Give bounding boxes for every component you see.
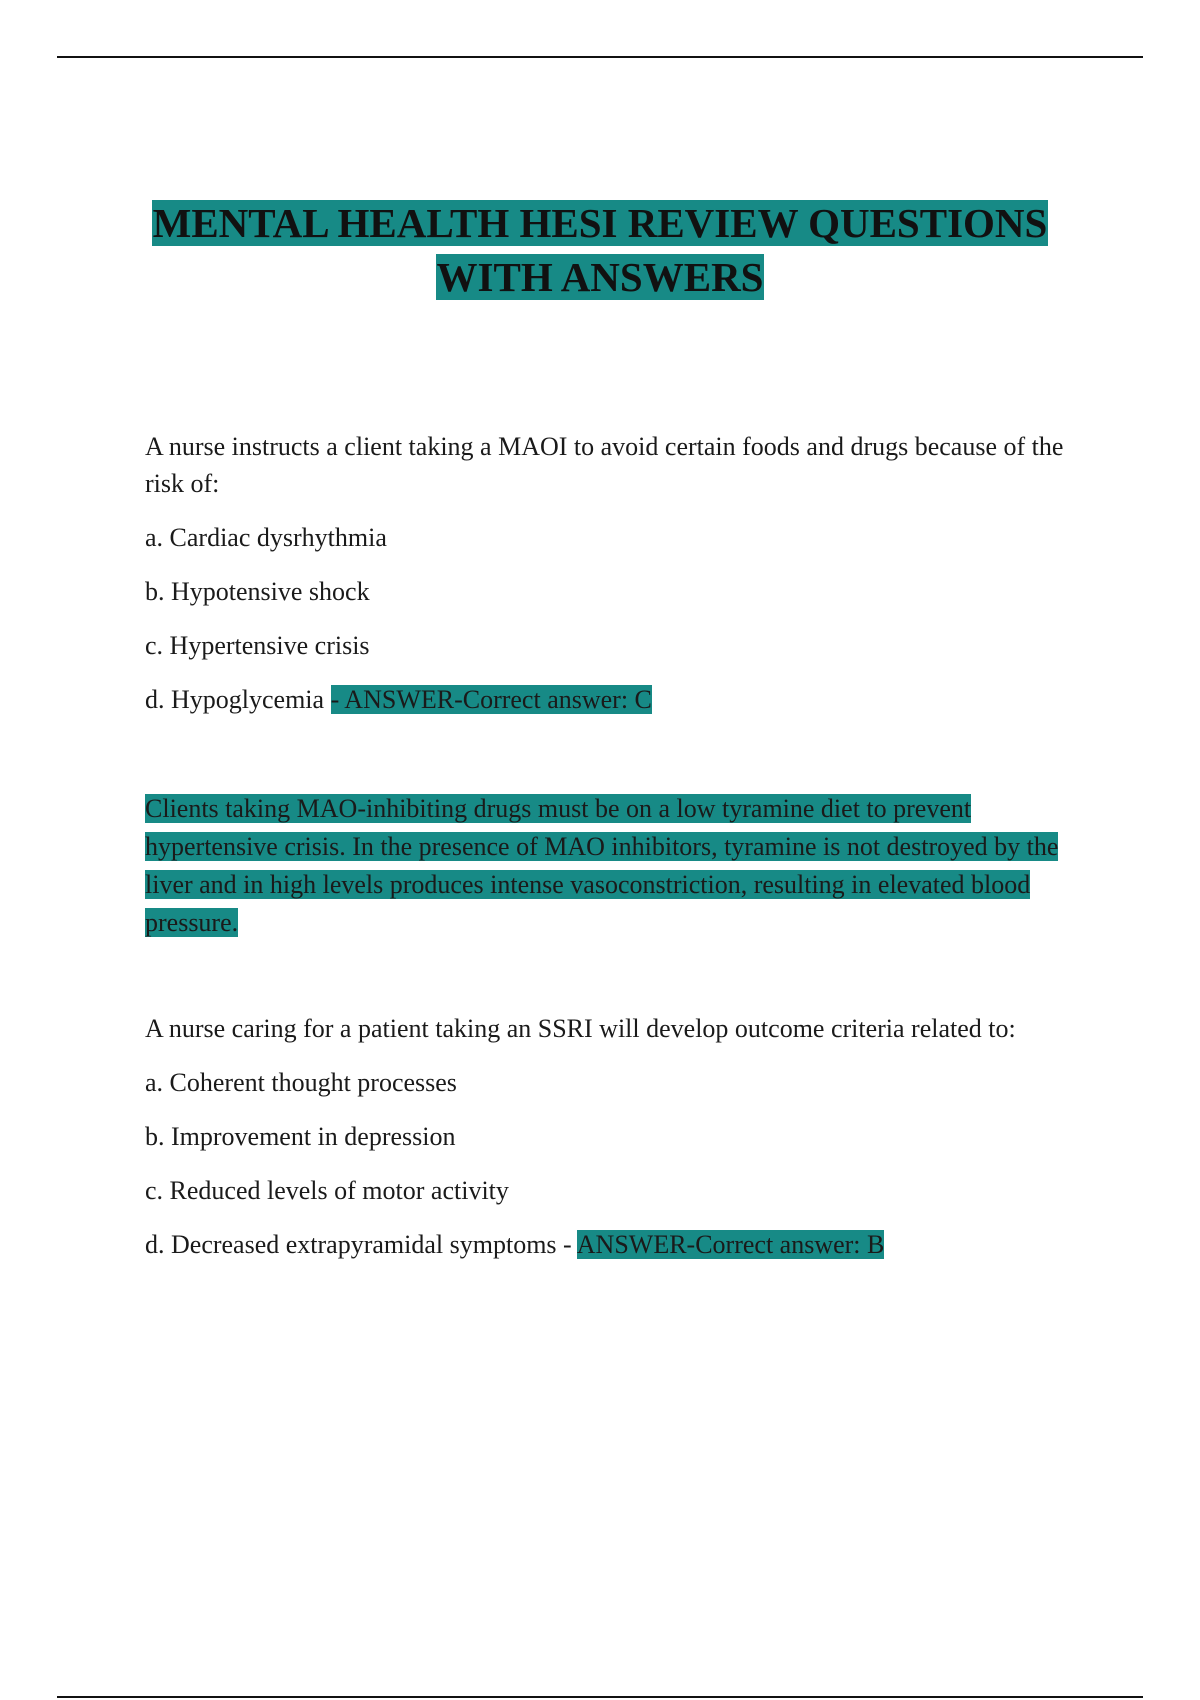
answer-highlight: - ANSWER-Correct answer: C (330, 685, 652, 714)
option-b: b. Improvement in depression (145, 1122, 456, 1151)
option-d (145, 681, 1085, 718)
title-line-1: MENTAL HEALTH HESI REVIEW QUESTIONS (152, 200, 1048, 246)
question-text: A nurse instructs a client taking a MAOI to avoid certain foods and drugs because of the risk of: (145, 432, 1064, 498)
page-title (0, 196, 1200, 304)
question-block-1 (145, 428, 1085, 735)
option-c: c. Hypertensive crisis (145, 631, 370, 660)
question-block-2 (145, 1010, 1085, 1280)
answer-highlight: ANSWER-Correct answer: B (576, 1230, 885, 1259)
option-d (145, 1226, 1085, 1263)
top-rule (57, 56, 1143, 58)
option-b: b. Hypotensive shock (145, 577, 370, 606)
title-line-2: WITH ANSWERS (436, 254, 764, 300)
option-d-text: d. Hypoglycemia (145, 685, 331, 714)
rationale-text (145, 790, 1085, 942)
option-d-text: d. Decreased extrapyramidal symptoms - (145, 1230, 577, 1259)
option-a: a. Coherent thought processes (145, 1068, 457, 1097)
bottom-rule (57, 1696, 1143, 1698)
option-a: a. Cardiac dysrhythmia (145, 523, 387, 552)
question-text: A nurse caring for a patient taking an SSRI will develop outcome criteria related to: (145, 1014, 1016, 1043)
option-c: c. Reduced levels of motor activity (145, 1176, 509, 1205)
rationale-highlight: Clients taking MAO-inhibiting drugs must be on a low tyramine diet to prevent hypertensive crisis. In the presence of MAO inhibitors, tyramine is not destroyed by the liver and in high levels produces intense vasoconstriction, resulting in elevated blood pressure. (145, 794, 1059, 937)
